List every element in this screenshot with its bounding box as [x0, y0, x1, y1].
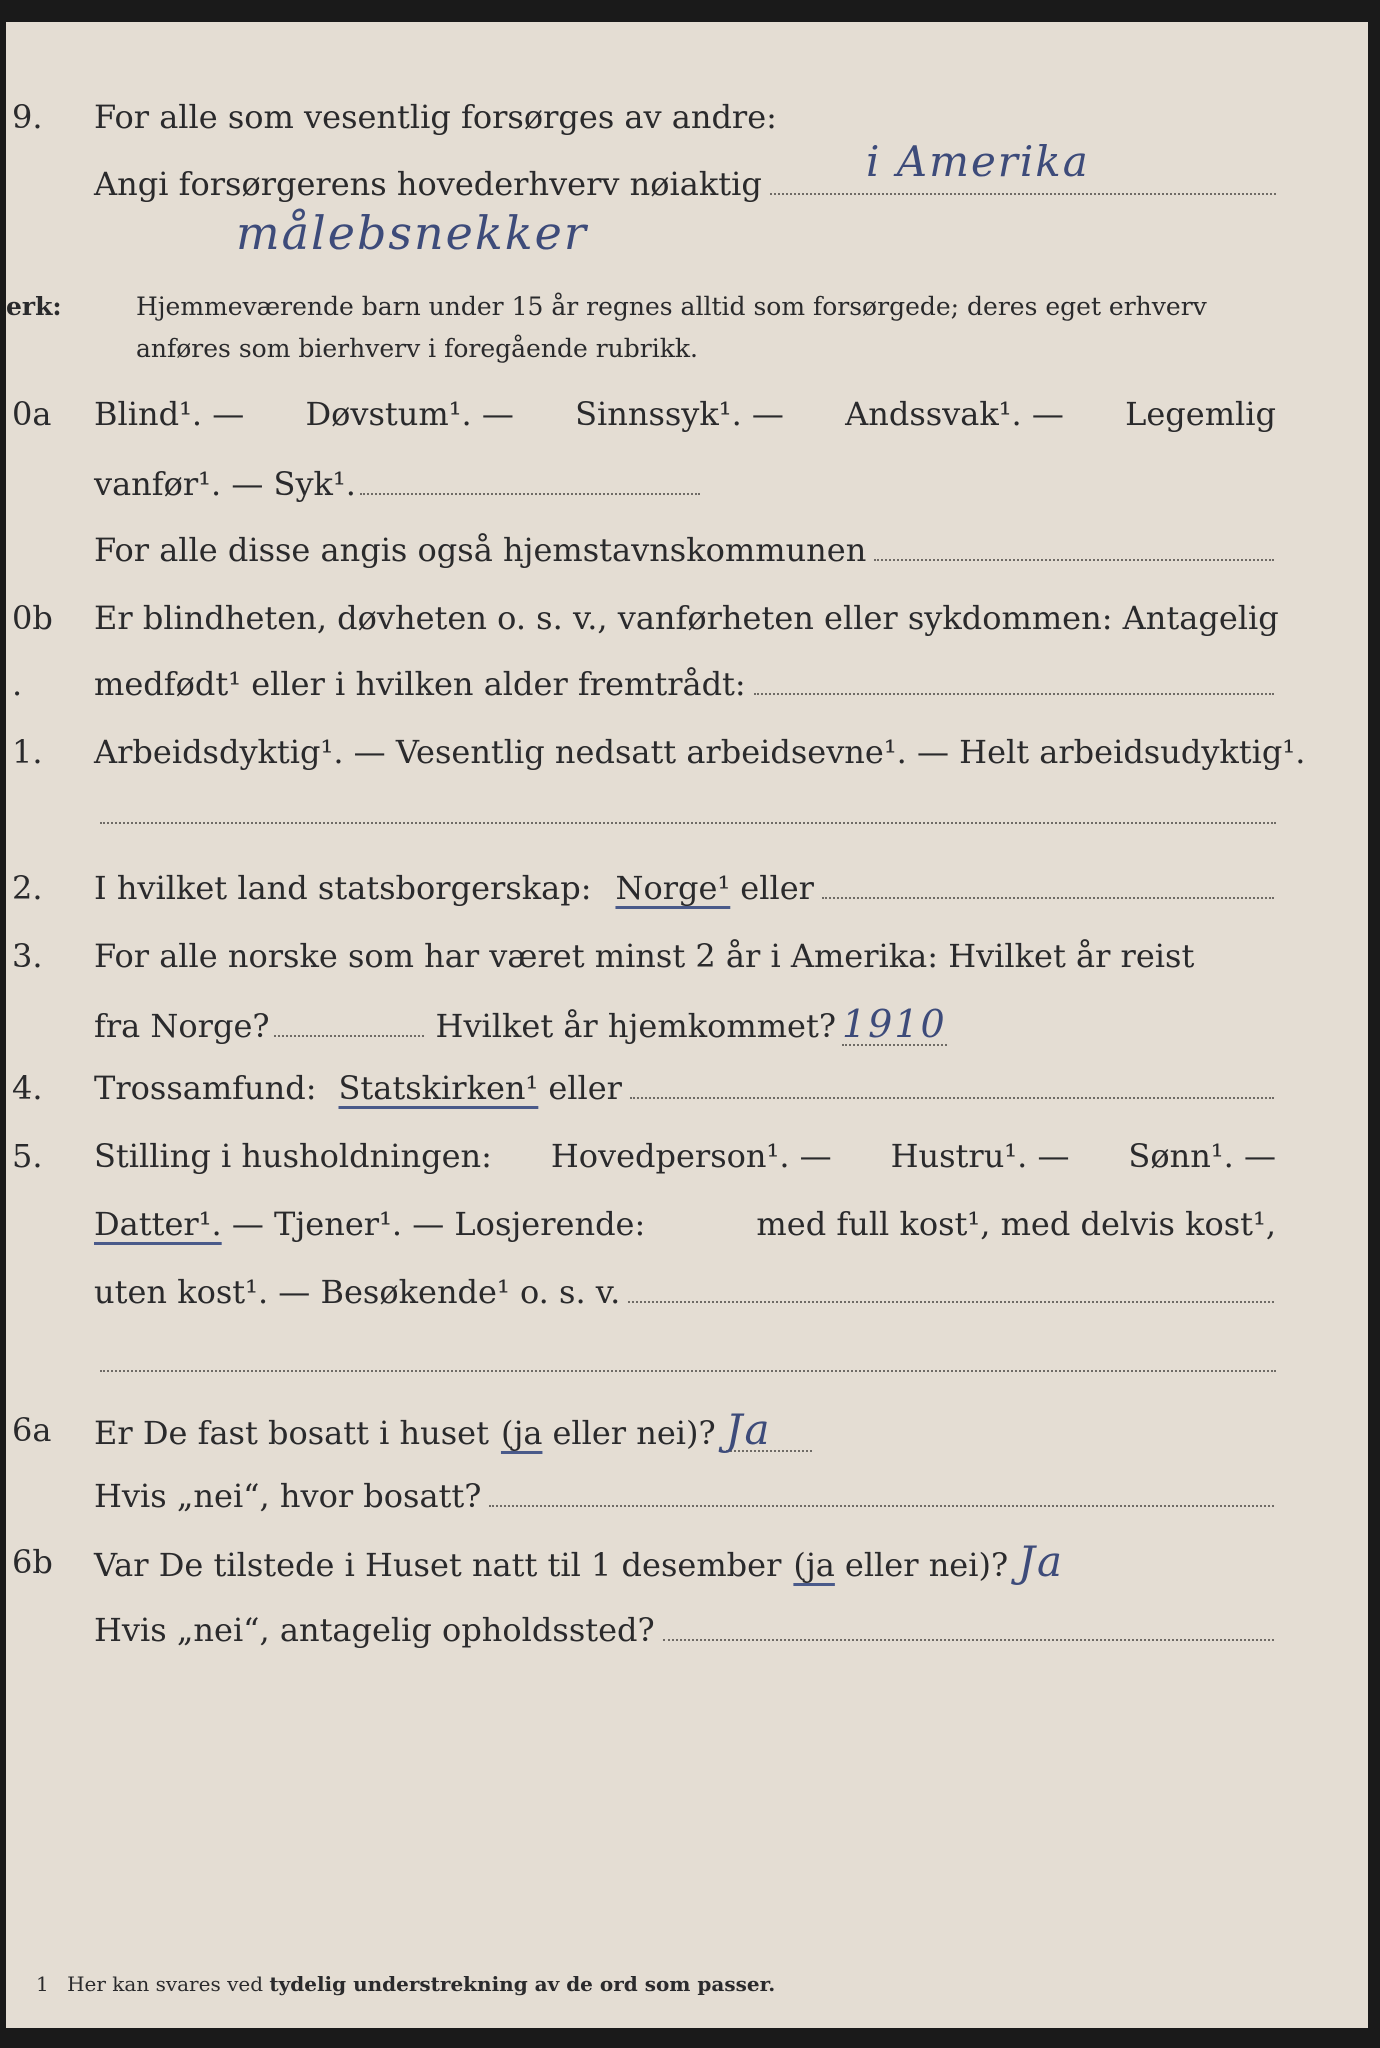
q22-number: 2.: [12, 869, 43, 907]
option-hustru: Hustru¹. —: [890, 1137, 1070, 1175]
option-ja: (ja: [500, 1414, 543, 1452]
note-text-2: anføres som bierhverv i foregående rubrikk.: [136, 334, 698, 363]
option-uten-kost-besokende: uten kost¹. — Besøkende¹ o. s. v.: [94, 1273, 621, 1311]
q23-text: For alle norske som har været minst 2 år i Amerika: Hvilket år reist: [94, 937, 1195, 975]
q19-handwritten-answer-2: målebsnekker: [236, 206, 588, 260]
q22-eller: eller: [740, 869, 814, 907]
census-form-page: [6, 22, 1368, 2028]
option-hovedperson: Hovedperson¹. —: [550, 1137, 832, 1175]
option-blind: Blind¹. —: [94, 395, 245, 433]
option-sonn: Sønn¹. —: [1128, 1137, 1276, 1175]
q26a-label-2: eller nei)?: [552, 1414, 716, 1452]
q23-year-answer: 1910: [842, 1002, 947, 1046]
option-sinnssyk: Sinnssyk¹. —: [575, 395, 784, 433]
q23-number: 3.: [12, 937, 43, 975]
q19-label: Angi forsørgerens hovederhverv nøiaktig: [94, 165, 762, 203]
option-tjener-losjerende: — Tjener¹. — Losjerende:: [231, 1205, 646, 1243]
q26a-label: Er De fast bosatt i huset: [94, 1414, 489, 1452]
answer-line: [489, 1505, 1274, 1507]
q26a-hvis-label: Hvis „nei“, hvor bosatt?: [94, 1477, 482, 1515]
answer-line: [754, 693, 1274, 695]
footnote-mark: 1: [36, 1972, 49, 1996]
q24-label: Trossamfund:: [94, 1069, 317, 1107]
footnote-text-2: tydelig understrekning av de ord som passer.: [269, 1972, 776, 1996]
q25-label: Stilling i husholdningen:: [94, 1137, 492, 1175]
q20b-number: 0b: [12, 599, 53, 637]
option-andssvak: Andssvak¹. —: [845, 395, 1064, 433]
option-ja: (ja: [793, 1546, 835, 1584]
q21-text: Arbeidsdyktig¹. — Vesentlig nedsatt arbeidsevne¹. — Helt arbeidsudyktig¹.: [94, 733, 1306, 771]
q26b-hvis-label: Hvis „nei“, antagelig opholdssted?: [94, 1611, 655, 1649]
answer-line: [822, 897, 1274, 899]
q24-eller: eller: [548, 1069, 622, 1107]
answer-line: [100, 1370, 1276, 1372]
q20a-number: 0a: [12, 395, 52, 433]
option-statskirken: Statskirken¹: [338, 1069, 539, 1107]
answer-line: [360, 493, 700, 495]
answer-line: [663, 1639, 1274, 1641]
option-kost: med full kost¹, med delvis kost¹,: [756, 1205, 1276, 1243]
answer-line: [630, 1097, 1274, 1099]
answer-line: [628, 1301, 1274, 1303]
answer-line: [770, 193, 1276, 195]
answer-line: [274, 1035, 424, 1037]
q21-number: 1.: [12, 733, 43, 771]
option-norge: Norge¹: [615, 869, 731, 907]
q26b-label: Var De tilstede i Huset natt til 1 desember: [94, 1546, 782, 1584]
q19-number: 9.: [12, 98, 43, 136]
option-dovstum: Døvstum¹. —: [305, 395, 514, 433]
q26a-number: 6a: [12, 1411, 52, 1449]
footnote: [36, 1972, 775, 1996]
q23-hjem-label: Hvilket år hjemkommet?: [435, 1007, 836, 1045]
q25-number: 5.: [12, 1137, 43, 1175]
note-label: erk:: [6, 292, 62, 321]
q26b-number: 6b: [12, 1543, 53, 1581]
option-legemlig: Legemlig: [1125, 395, 1276, 433]
answer-line: [874, 559, 1274, 561]
footnote-text-1: Her kan svares ved: [67, 1972, 264, 1996]
answer-line: [100, 822, 1276, 824]
q19-text: For alle som vesentlig forsørges av andre:: [94, 98, 777, 136]
q26b-label-2: eller nei)?: [844, 1546, 1009, 1584]
q23-fra-label: fra Norge?: [94, 1007, 270, 1045]
option-vanfor-syk: vanfør¹. — Syk¹.: [94, 465, 356, 503]
option-datter: Datter¹.: [94, 1205, 222, 1243]
q20b-label: medfødt¹ eller i hvilken alder fremtrådt:: [94, 665, 746, 703]
q20b-number-2: .: [12, 665, 23, 703]
q26b-handwritten-answer: Ja: [1018, 1537, 1064, 1586]
q20a-hjemstavn-label: For alle disse angis også hjemstavnskommunen: [94, 531, 867, 569]
q20b-text: Er blindheten, døvheten o. s. v., vanførheten eller sykdommen: Antagelig: [94, 599, 1279, 637]
q22-label: I hvilket land statsborgerskap:: [94, 869, 592, 907]
q26a-handwritten-answer: Ja: [726, 1410, 812, 1452]
note-text-1: Hjemmeværende barn under 15 år regnes alltid som forsørgede; deres eget erhverv: [136, 292, 1207, 321]
q19-handwritten-answer-1: i Amerika: [866, 137, 1090, 186]
q24-number: 4.: [12, 1069, 43, 1107]
